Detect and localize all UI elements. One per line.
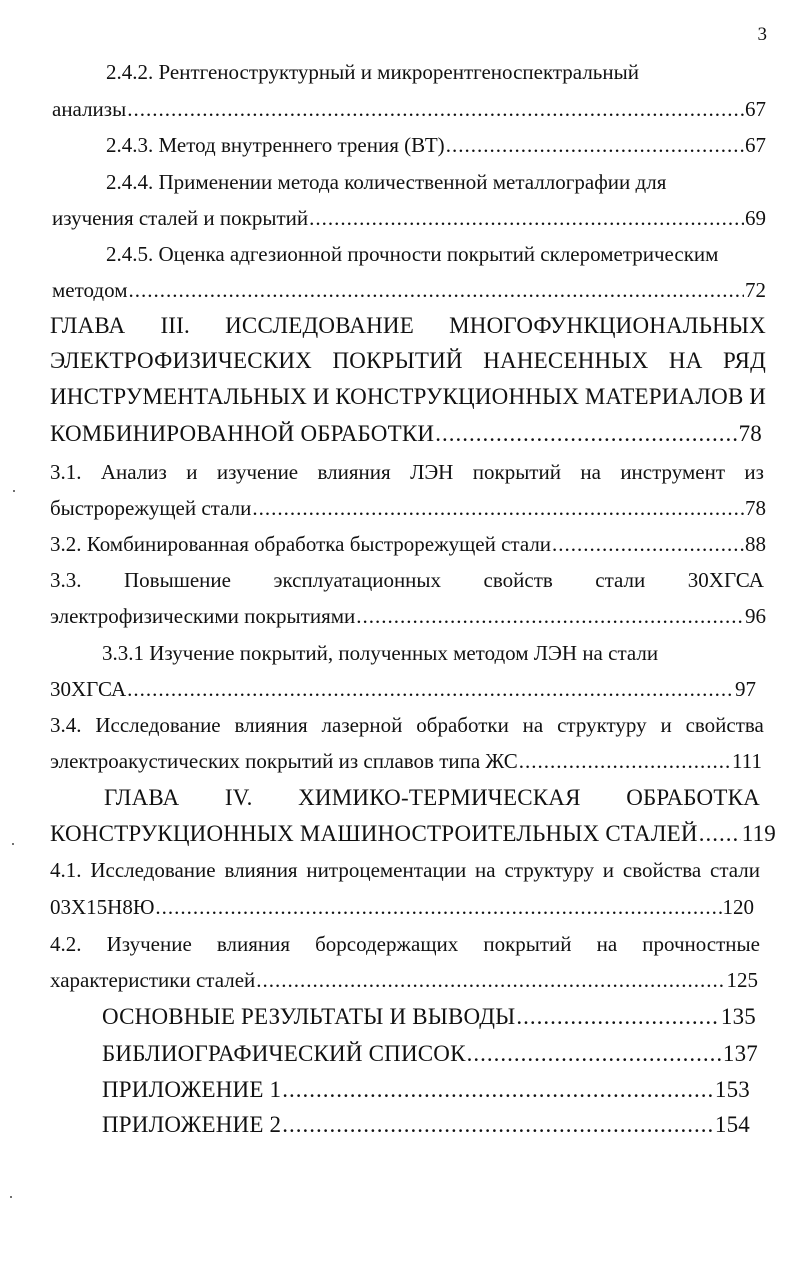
toc-page-number: 97: [735, 677, 756, 701]
toc-entry-4-1-line1: 4.1. Исследование влияния нитроцементации на структуру и свойства стали: [50, 858, 760, 882]
toc-entry-title: 2.4.3. Метод внутреннего трения (ВТ): [106, 133, 445, 157]
toc-page-number: 137: [722, 1041, 758, 1066]
leader-dots: [699, 821, 741, 847]
toc-page-number: 88: [745, 532, 766, 556]
toc-entry-4-1: [50, 894, 754, 920]
toc-page-number: 96: [745, 604, 766, 628]
toc-entry-2-4-4: [52, 205, 766, 231]
toc-entry-title: ПРИЛОЖЕНИЕ 1: [102, 1077, 282, 1102]
toc-entry-appendix-1: [102, 1077, 750, 1103]
toc-page-number: 78: [745, 496, 766, 520]
toc-entry-3-3: [50, 603, 766, 629]
toc-entry-title: 03Х15Н8Ю: [50, 895, 155, 919]
toc-entry-3-3-1: [50, 676, 756, 702]
toc-page-number: 78: [738, 421, 762, 446]
leader-dots: [282, 1077, 714, 1103]
toc-entry-3-4-line1: 3.4. Исследование влияния лазерной обработки на структуру и свойства: [50, 713, 764, 737]
toc-entry-3-1-line1: 3.1. Анализ и изучение влияния ЛЭН покрытий на инструмент из: [50, 460, 764, 484]
toc-entry-title: электроакустических покрытий из сплавов типа ЖС: [50, 749, 518, 773]
toc-entry-3-1: [50, 495, 766, 521]
scan-speck: [12, 843, 14, 845]
toc-entry-4-2-line1: 4.2. Изучение влияния борсодержащих покрытий на прочностные: [50, 932, 760, 956]
toc-entry-title: анализы: [52, 97, 127, 121]
toc-entry-title: быстрорежущей стали: [50, 496, 252, 520]
toc-entry-title: 3.2. Комбинированная обработка быстрорежущей стали: [50, 532, 552, 556]
chapter-3-entry: [50, 421, 762, 447]
chapter-3-heading-line2: ЭЛЕКТРОФИЗИЧЕСКИХ ПОКРЫТИЙ НАНЕСЕННЫХ НА РЯД: [50, 348, 766, 373]
toc-entry-title: характеристики сталей: [50, 968, 256, 992]
leader-dots: [552, 531, 744, 557]
toc-entry-bibliography: [102, 1041, 758, 1067]
toc-page-number: 154: [714, 1112, 750, 1137]
leader-dots: [519, 748, 731, 774]
toc-entry-2-4-3: [106, 132, 766, 158]
toc-entry-3-2: [50, 531, 766, 557]
toc-entry-title: изучения сталей и покрытий: [52, 206, 309, 230]
chapter-3-heading-line1: ГЛАВА III. ИССЛЕДОВАНИЕ МНОГОФУНКЦИОНАЛЬНЫХ: [50, 313, 766, 338]
leader-dots: [309, 205, 744, 231]
toc-page-number: 67: [745, 133, 766, 157]
leader-dots: [127, 96, 744, 122]
toc-entry-title: ОСНОВНЫЕ РЕЗУЛЬТАТЫ И ВЫВОДЫ: [102, 1004, 516, 1029]
scan-speck: [13, 490, 15, 492]
toc-page-number: 111: [732, 749, 762, 773]
toc-entry-3-4: [50, 748, 762, 774]
leader-dots: [127, 676, 734, 702]
toc-page-number: 135: [720, 1004, 756, 1029]
leader-dots: [516, 1004, 720, 1030]
toc-page-number: 69: [745, 206, 766, 230]
toc-entry-title: 30ХГСА: [50, 677, 127, 701]
leader-dots: [446, 132, 744, 158]
chapter-4-entry: [50, 821, 776, 847]
toc-page-number: 67: [745, 97, 766, 121]
toc-entry-2-4-5-line1: 2.4.5. Оценка адгезионной прочности покрытий склерометрическим: [106, 242, 719, 266]
toc-entry-2-4-2: [52, 96, 766, 122]
toc-entry-title: БИБЛИОГРАФИЧЕСКИЙ СПИСОК: [102, 1041, 466, 1066]
toc-entry-title: методом: [52, 278, 128, 302]
toc-entry-title: ПРИЛОЖЕНИЕ 2: [102, 1112, 282, 1137]
toc-entry-appendix-2: [102, 1112, 750, 1138]
page-number: 3: [757, 24, 767, 45]
toc-entry-2-4-5: [52, 277, 766, 303]
leader-dots: [155, 894, 721, 920]
toc-entry-3-3-1-line1: 3.3.1 Изучение покрытий, полученных методом ЛЭН на стали: [102, 641, 659, 665]
leader-dots: [252, 495, 744, 521]
toc-entry-title: КОНСТРУКЦИОННЫХ МАШИНОСТРОИТЕЛЬНЫХ СТАЛЕЙ: [50, 821, 698, 846]
toc-page-number: 120: [722, 895, 754, 919]
toc-page-number: 72: [745, 278, 766, 302]
toc-page-number: 153: [714, 1077, 750, 1102]
leader-dots: [356, 603, 744, 629]
scan-speck: [10, 1196, 12, 1198]
toc-entry-title: КОМБИНИРОВАННОЙ ОБРАБОТКИ: [50, 421, 435, 446]
toc-entry-results: [102, 1004, 756, 1030]
chapter-3-heading-line3: ИНСТРУМЕНТАЛЬНЫХ И КОНСТРУКЦИОННЫХ МАТЕРИАЛОВ И: [50, 384, 766, 409]
leader-dots: [282, 1112, 714, 1138]
toc-page-number: 125: [726, 968, 758, 992]
toc-entry-4-2: [50, 967, 758, 993]
toc-entry-2-4-4-line1: 2.4.4. Применении метода количественной металлографии для: [106, 170, 667, 194]
toc-entry-3-3-line1: 3.3. Повышение эксплуатационных свойств стали 30ХГСА: [50, 568, 764, 592]
toc-page-number: 119: [741, 821, 776, 846]
toc-entry-title: электрофизическими покрытиями: [50, 604, 356, 628]
leader-dots: [435, 421, 737, 447]
toc-entry-2-4-2-line1: 2.4.2. Рентгеноструктурный и микрорентгеноспектральный: [106, 60, 639, 84]
leader-dots: [256, 967, 725, 993]
leader-dots: [467, 1041, 722, 1067]
chapter-4-heading-line1: ГЛАВА IV. ХИМИКО-ТЕРМИЧЕСКАЯ ОБРАБОТКА: [104, 785, 760, 810]
leader-dots: [128, 277, 744, 303]
